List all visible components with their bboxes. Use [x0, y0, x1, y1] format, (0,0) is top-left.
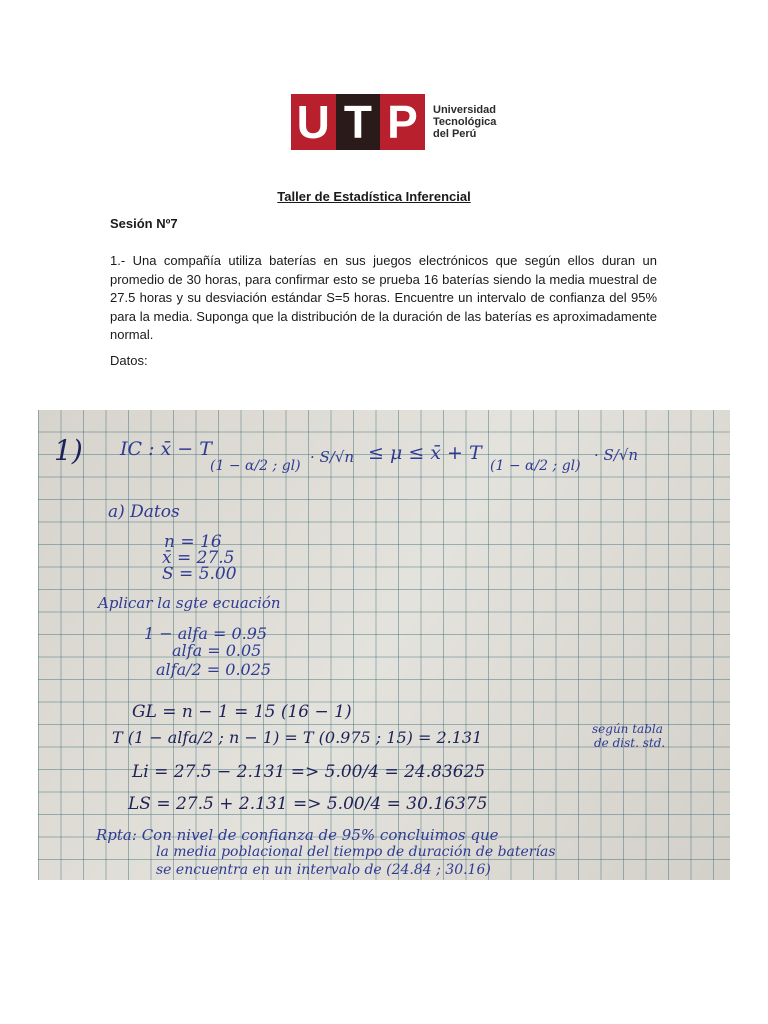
problem-number: 1) — [54, 434, 83, 467]
logo-line-1: Universidad — [433, 104, 496, 116]
answer-line-2: la media poblacional del tiempo de duración de baterías — [156, 844, 556, 860]
segun-tabla-note: según tabla — [592, 722, 663, 736]
logo-letter-u: U — [291, 94, 336, 150]
aplicar-text: Aplicar la sgte ecuación — [98, 594, 281, 612]
formula-right-frac: · S/√n — [594, 446, 639, 464]
logo-block — [291, 94, 425, 150]
datum-s: S = 5.00 — [162, 564, 237, 584]
datum-xbar: x̄ = 27.5 — [162, 548, 235, 568]
datum-n: n = 16 — [164, 532, 222, 552]
document-title: Taller de Estadística Inferencial — [277, 189, 471, 204]
problem-statement: 1.- Una compañía utiliza baterías en sus juegos electrónicos que según ellos duran un promedio de 30 horas, para confirmar esto se prueba 16 baterías siendo la media muestral de 27.5 horas y su desviación estándar S=5 horas. Encuentre un intervalo de confianza del 95% para la media. Suponga que la distribución de la duración de las baterías es aproximadamente normal. — [110, 253, 657, 343]
datos-heading: a) Datos — [108, 502, 180, 522]
formula-left: IC : x̄ − T — [120, 438, 212, 460]
formula-left-frac: · S/√n — [310, 448, 355, 466]
formula-right-sub: (1 − α/2 ; gl) — [490, 458, 581, 474]
datos-label: Datos: — [110, 353, 148, 368]
logo-line-3: del Perú — [433, 128, 477, 140]
logo-text — [433, 104, 496, 140]
logo-line-2: Tecnológica — [433, 116, 497, 128]
gl-line: GL = n − 1 = 15 (16 − 1) — [132, 702, 352, 722]
answer-line-3: se encuentra en un intervalo de (24.84 ; 30.16) — [156, 862, 491, 878]
t-line: T (1 − alfa/2 ; n − 1) = T (0.975 ; 15) = 2.131 — [112, 728, 483, 747]
formula-left-sub: (1 − α/2 ; gl) — [210, 458, 301, 474]
logo-letter-p: P — [380, 94, 425, 150]
answer-line-1: Rpta: Con nivel de confianza de 95% concluimos que — [96, 826, 499, 844]
formula-right: ≤ μ ≤ x̄ + T — [368, 442, 482, 464]
alfa-line-1: 1 − alfa = 0.95 — [144, 624, 268, 643]
session-label: Sesión Nº7 — [110, 216, 178, 231]
ls-line: LS = 27.5 + 2.131 => 5.00/4 = 30.16375 — [128, 794, 488, 814]
dist-note: de dist. std. — [594, 736, 666, 750]
alfa-line-2: alfa = 0.05 — [172, 641, 262, 660]
utp-logo — [291, 94, 496, 150]
handwritten-solution-photo — [38, 410, 730, 880]
li-line: Li = 27.5 − 2.131 => 5.00/4 = 24.83625 — [132, 762, 486, 782]
logo-letter-t: T — [336, 94, 381, 150]
alfa-line-3: alfa/2 = 0.025 — [156, 660, 272, 679]
